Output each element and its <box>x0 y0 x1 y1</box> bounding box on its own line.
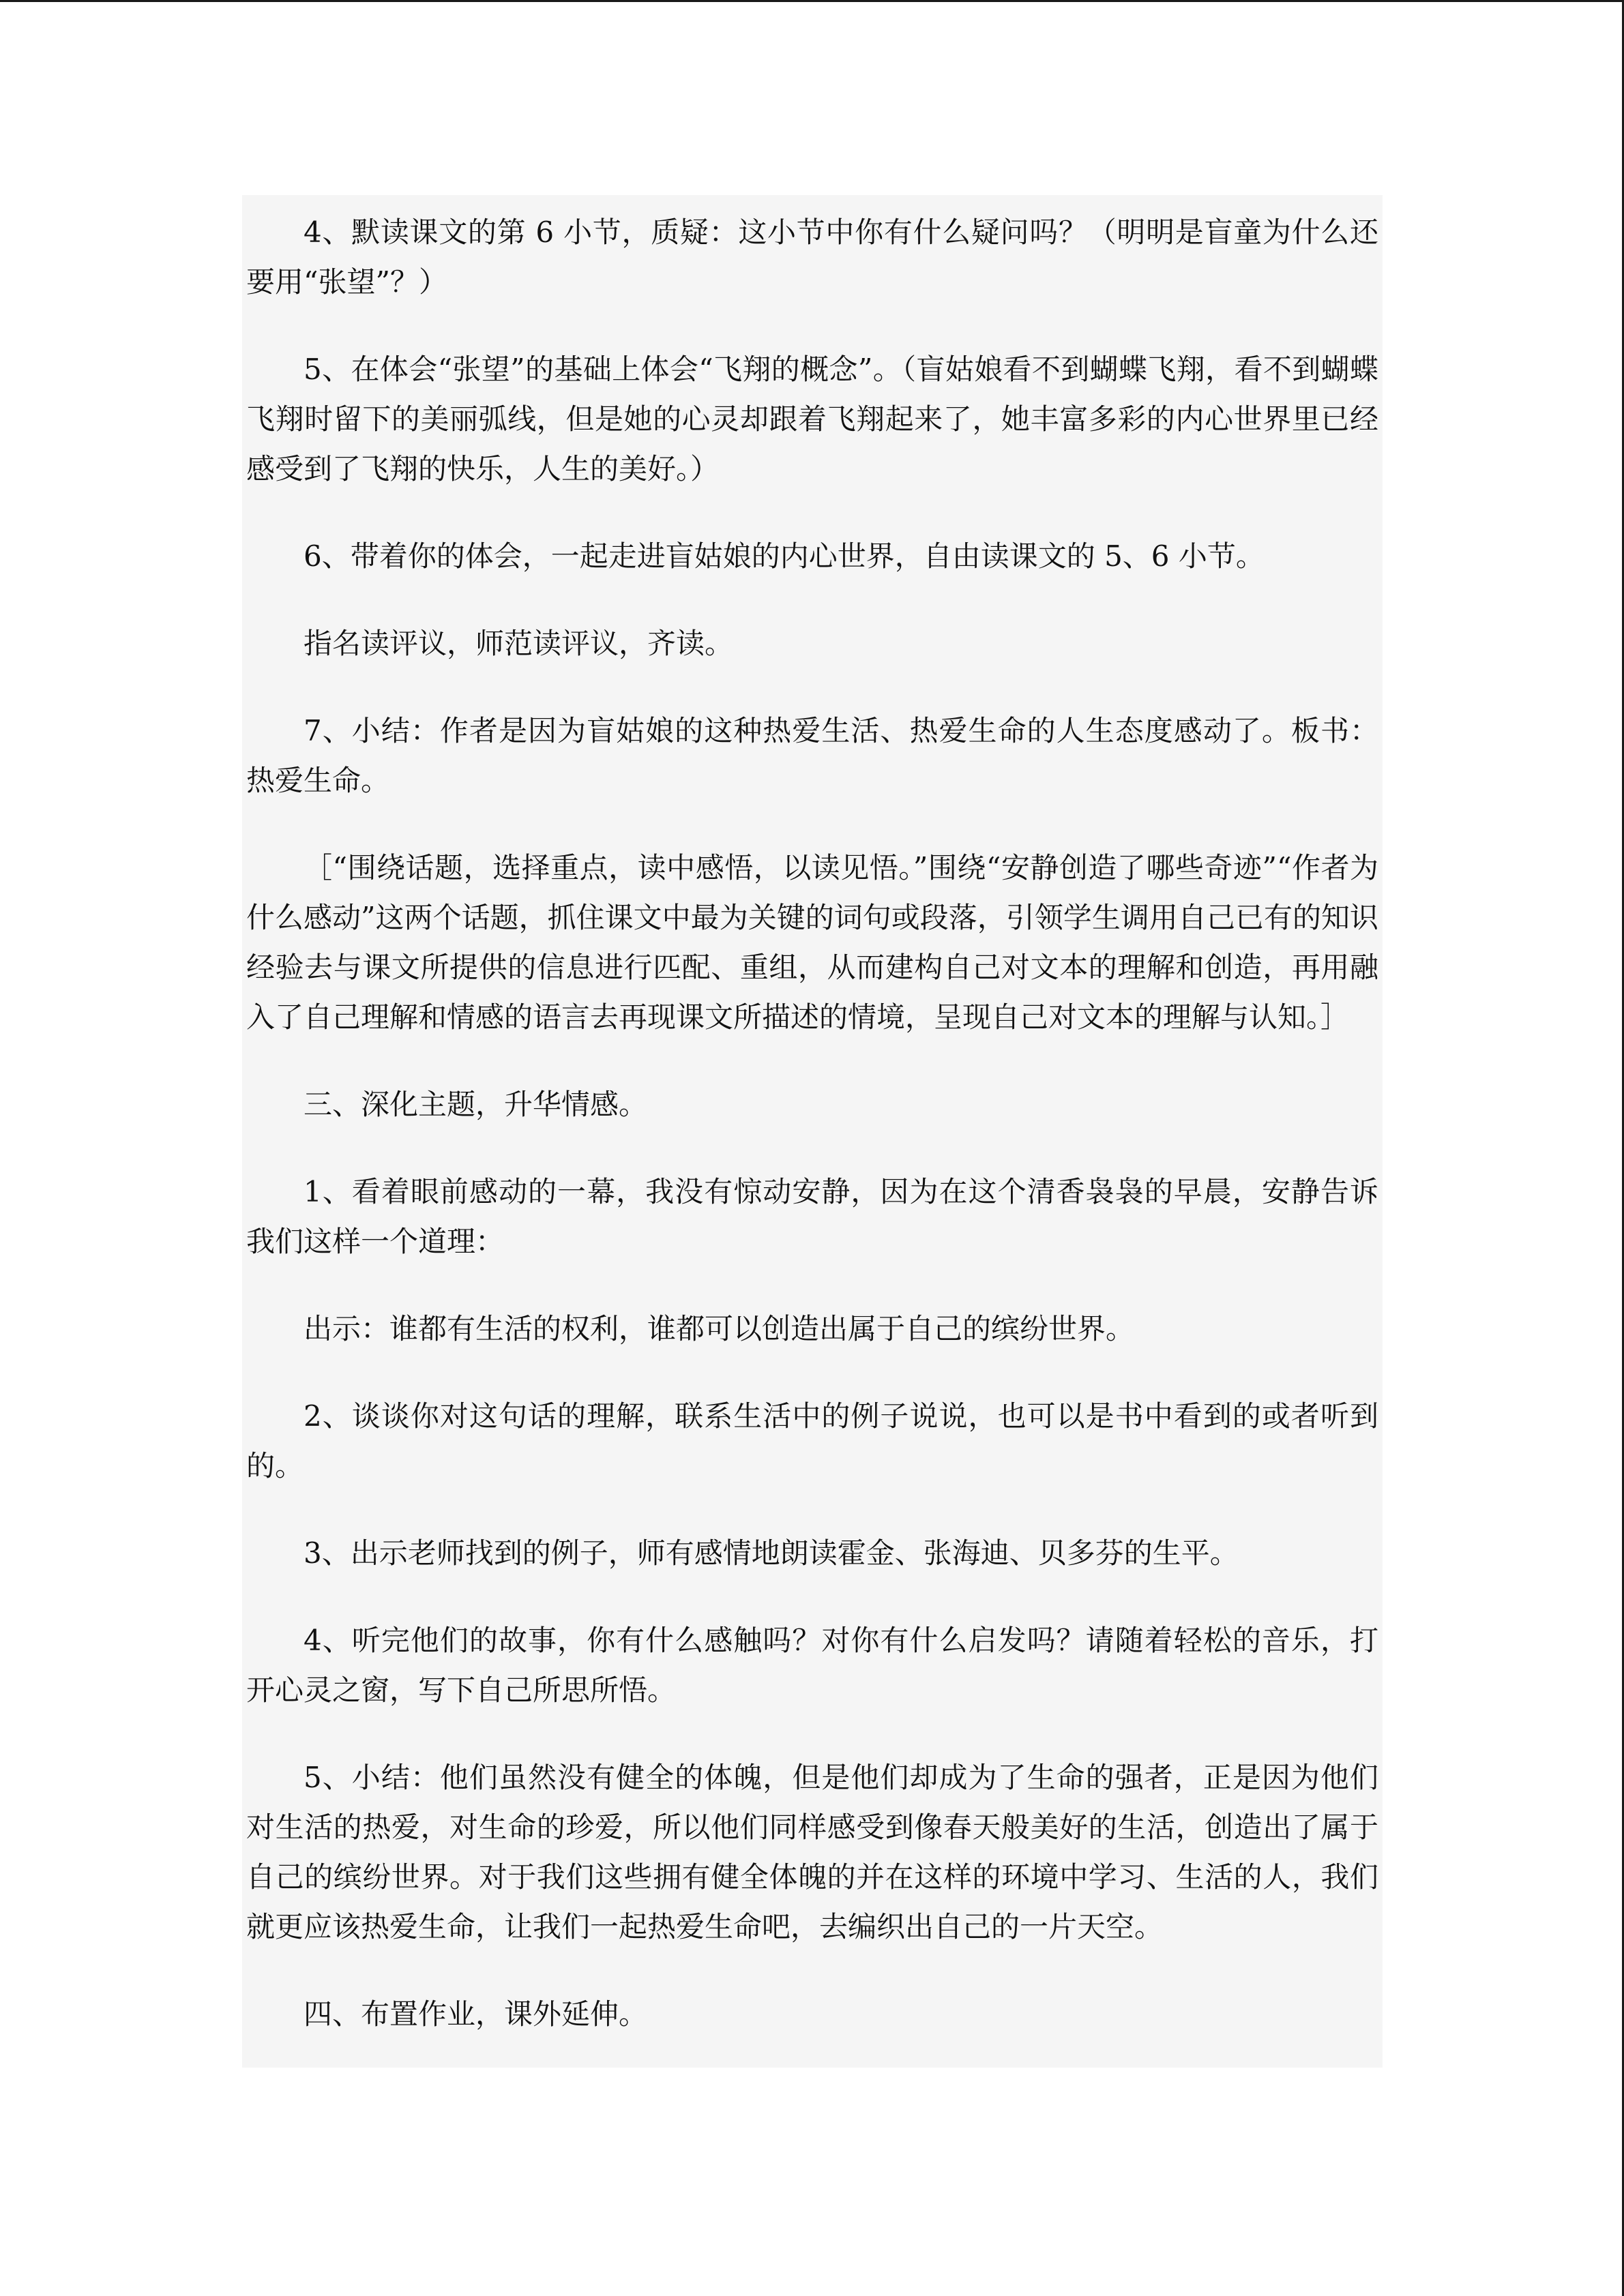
paragraph-part3-step-5: 5、小结：他们虽然没有健全的体魄，但是他们却成为了生命的强者，正是因为他们对生活的热爱，对生命的珍爱，所以他们同样感受到像春天般美好的生活，创造出了属于自己的缤纷世界。对于我们这些拥有健全体魄的并在这样的环境中学习、生活的人，我们就更应该热爱生命，让我们一起热爱生命吧，去编织出自己的一片天空。 <box>246 1761 1378 1943</box>
paragraph-show-statement: 出示：谁都有生活的权利，谁都可以创造出属于自己的缤纷世界。 <box>304 1312 1135 1345</box>
paragraph-step-7-summary: 7、小结：作者是因为盲姑娘的这种热爱生活、热爱生命的人生态度感动了。板书：热爱生命。 <box>246 714 1378 797</box>
section-heading-4: 四、布置作业，课外延伸。 <box>304 1997 648 2031</box>
paragraph-step-5-flying-concept: 5、在体会“张望”的基础上体会“飞翔的概念”。（盲姑娘看不到蝴蝶飞翔，看不到蝴蝶飞翔时留下的美丽弧线，但是她的心灵却跟着飞翔起来了，她丰富多彩的内心世界里已经感受到了飞翔的快乐，人生的美好。） <box>246 353 1378 486</box>
top-border <box>0 0 1624 2</box>
section-heading-3: 三、深化主题，升华情感。 <box>304 1088 648 1121</box>
paragraph-part3-step-2: 2、谈谈你对这句话的理解，联系生活中的例子说说，也可以是书中看到的或者听到的。 <box>246 1399 1378 1482</box>
paragraph-design-note: ［“围绕话题，选择重点，读中感悟，以读见悟。”围绕“安静创造了哪些奇迹”“作者为什么感动”这两个话题，抓住课文中最为关键的词句或段落，引领学生调用自己已有的知识经验去与课文所提供的信息进行匹配、重组，从而建构自己对文本的理解和创造，再用融入了自己理解和情感的语言去再现课文所描述的情境，呈现自己对文本的理解与认知。］ <box>246 851 1378 1034</box>
paragraph-step-4-silent-reading: 4、默读课文的第 6 小节，质疑：这小节中你有什么疑问吗？（明明是盲童为什么还要用“张望”？） <box>246 215 1378 299</box>
paragraph-named-reading: 指名读评议，师范读评议，齐读。 <box>304 627 734 660</box>
paragraph-step-6-read-together: 6、带着你的体会，一起走进盲姑娘的内心世界，自由读课文的 5、6 小节。 <box>304 539 1265 573</box>
paragraph-part3-step-1: 1、看着眼前感动的一幕，我没有惊动安静，因为在这个清香袅袅的早晨，安静告诉我们这样一个道理： <box>246 1175 1378 1258</box>
paragraph-part3-step-3: 3、出示老师找到的例子，师有感情地朗读霍金、张海迪、贝多芬的生平。 <box>304 1536 1239 1570</box>
paragraph-part3-step-4: 4、听完他们的故事，你有什么感触吗？对你有什么启发吗？请随着轻松的音乐，打开心灵之窗，写下自己所思所悟。 <box>246 1624 1378 1707</box>
document-body <box>242 195 1383 2068</box>
